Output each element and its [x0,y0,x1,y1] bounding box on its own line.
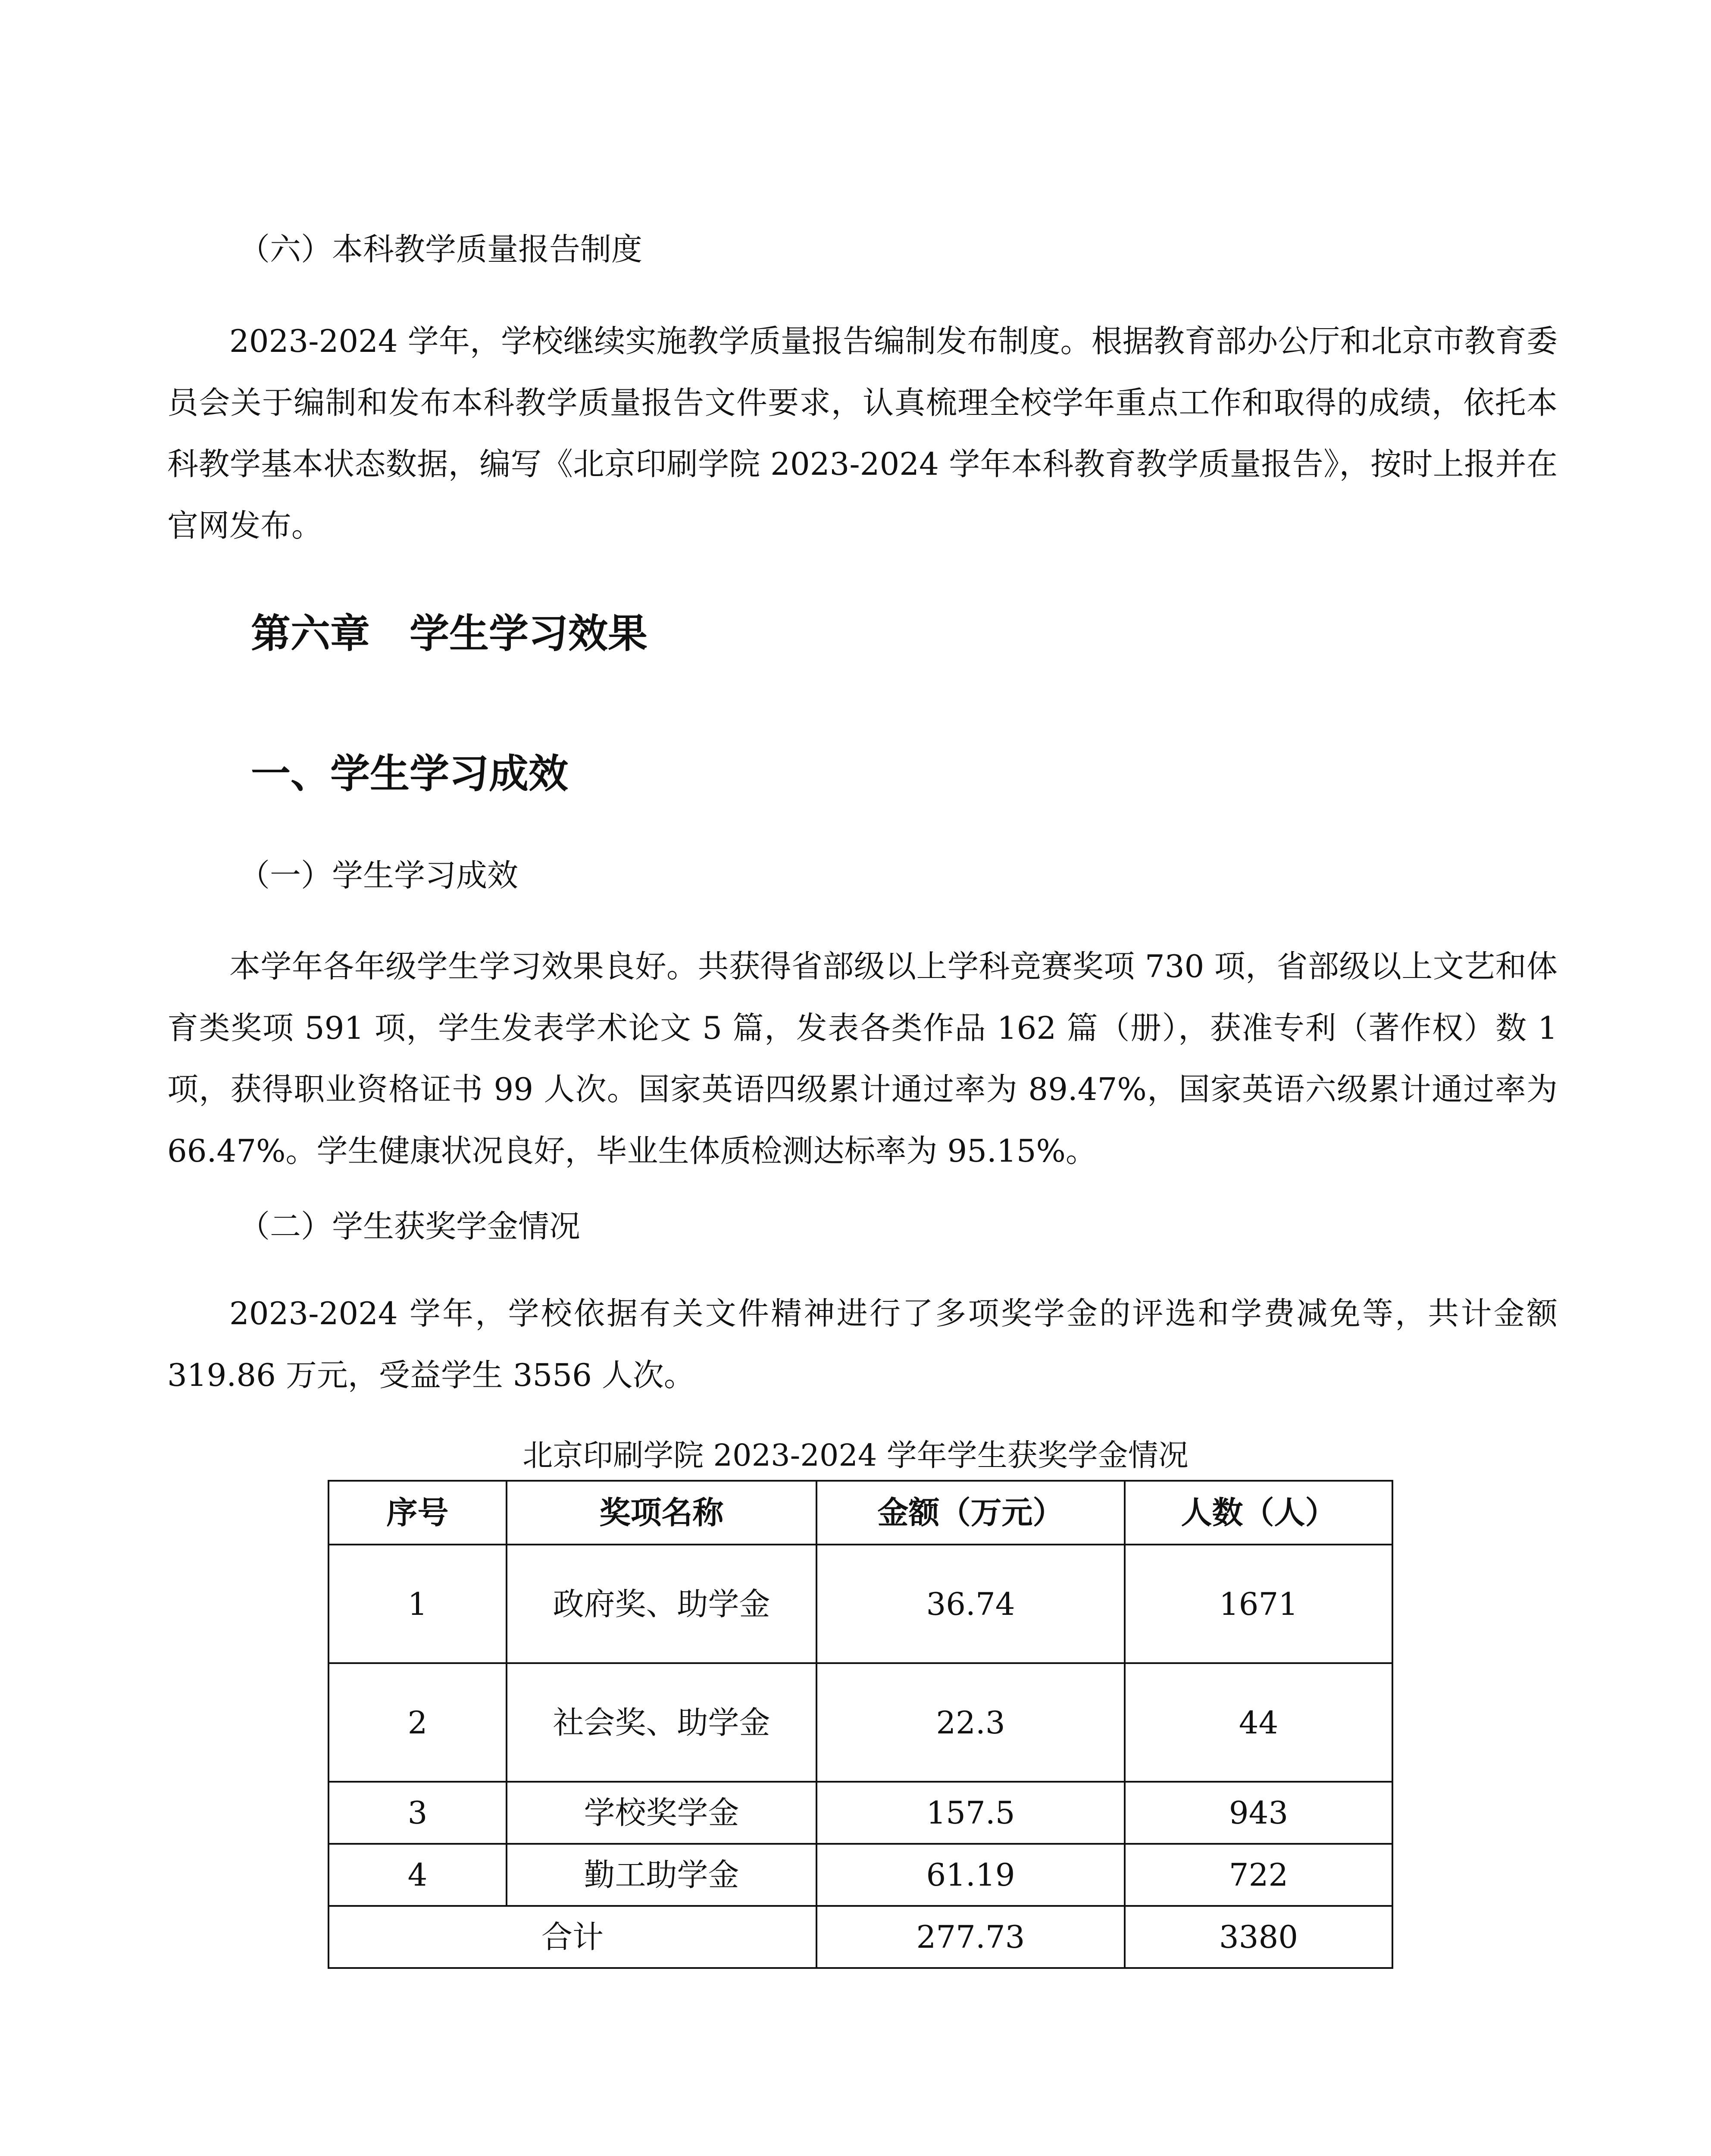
cell-total-amount: 277.73 [816,1906,1125,1968]
paragraph-scholarships: 2023-2024 学年，学校依据有关文件精神进行了多项奖学金的评选和学费减免等，共计金额 319.86 万元，受益学生 3556 人次。 [167,1295,1558,1393]
cell-index: 4 [328,1844,507,1906]
scholarship-table [328,1480,1393,1969]
table-header-row [328,1481,1392,1545]
cell-people: 943 [1125,1782,1392,1844]
subsection-title: 一、学生学习成效 [251,751,569,797]
header-amount: 金额（万元） [816,1481,1125,1545]
section-heading-scholarships: （二）学生获奖学金情况 [239,1208,581,1244]
paragraph-learning-results: 本学年各年级学生学习效果良好。共获得省部级以上学科竞赛奖项 730 项，省部级以上文艺和体育类奖项 591 项，学生发表学术论文 5 篇，发表各类作品 162 篇（册），获准专利（著作权）数 1 项，获得职业资格证书 99 人次。国家英语四级累计通过率为 89.47%，国家英语六级累计通过率为 66.47%。学生健康状况良好，毕业生体质检测达标率为 95.15%。 [167,948,1558,1169]
cell-index: 1 [328,1545,507,1663]
cell-award-name: 学校奖学金 [507,1782,816,1844]
cell-award-name: 政府奖、助学金 [507,1545,816,1663]
header-people: 人数（人） [1125,1481,1392,1545]
table-row [328,1782,1392,1844]
chapter-title: 第六章 学生学习效果 [251,611,648,657]
table-row [328,1545,1392,1663]
table-row [328,1844,1392,1906]
paragraph-quality-report: 2023-2024 学年，学校继续实施教学质量报告编制发布制度。根据教育部办公厅和北京市教育委员会关于编制和发布本科教学质量报告文件要求，认真梳理全校学年重点工作和取得的成绩，依托本科教学基本状态数据，编写《北京印刷学院 2023-2024 学年本科教育教学质量报告》，按时上报并在官网发布。 [167,323,1558,544]
cell-people: 722 [1125,1844,1392,1906]
cell-people: 44 [1125,1663,1392,1782]
cell-total-people: 3380 [1125,1906,1392,1968]
cell-amount: 61.19 [816,1844,1125,1906]
cell-people: 1671 [1125,1545,1392,1663]
table-caption: 北京印刷学院 2023-2024 学年学生获奖学金情况 [522,1438,1189,1473]
cell-total-label: 合计 [328,1906,816,1968]
header-award-name: 奖项名称 [507,1481,816,1545]
header-index: 序号 [328,1481,507,1545]
cell-award-name: 勤工助学金 [507,1844,816,1906]
cell-amount: 36.74 [816,1545,1125,1663]
section-heading-quality-report: （六）本科教学质量报告制度 [239,231,643,267]
cell-index: 2 [328,1663,507,1782]
table-row [328,1663,1392,1782]
cell-amount: 22.3 [816,1663,1125,1782]
cell-index: 3 [328,1782,507,1844]
section-heading-learning-results: （一）学生学习成效 [239,857,519,893]
cell-amount: 157.5 [816,1782,1125,1844]
table-total-row [328,1906,1392,1968]
cell-award-name: 社会奖、助学金 [507,1663,816,1782]
